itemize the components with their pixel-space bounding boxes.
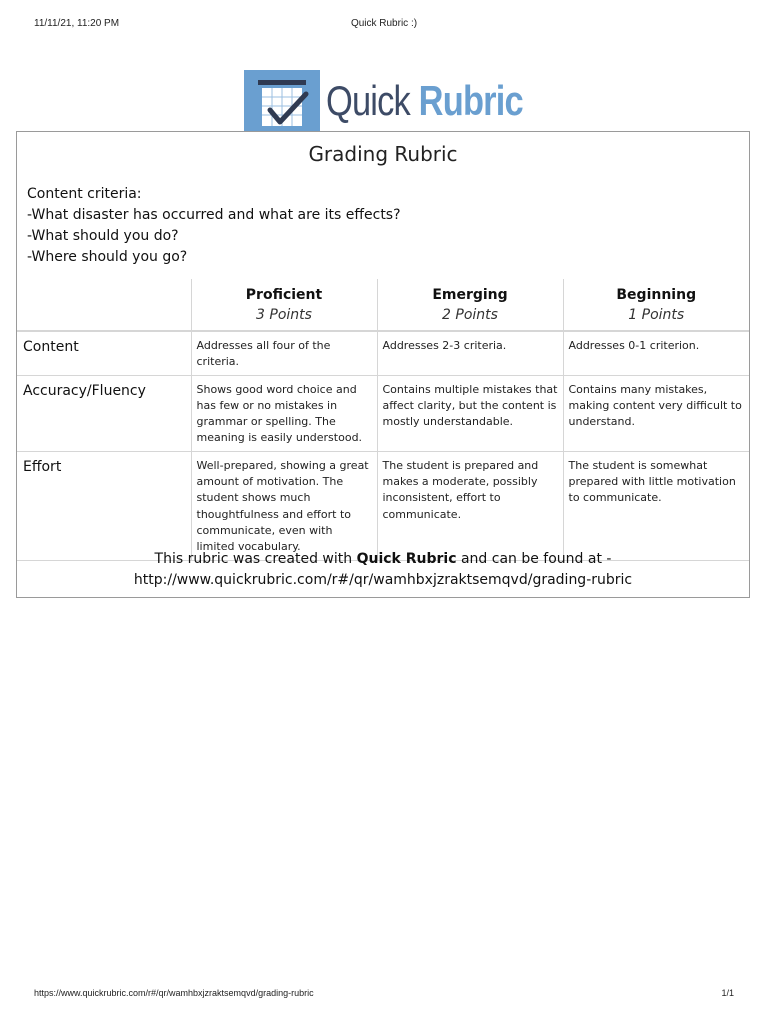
level-header-row (17, 279, 749, 331)
criteria-header-cell (17, 279, 191, 331)
level-name: Emerging (432, 287, 508, 303)
rubric-description (27, 184, 487, 268)
level-header-proficient (191, 279, 377, 331)
criterion-name: Content (17, 331, 191, 375)
description-line: -What should you do? (27, 228, 179, 244)
rubric-cell: Well-prepared, showing a great amount of motivation. The student shows much thoughtfulness and effort to communicate, even with limited vocabulary. (191, 451, 377, 560)
footer-prefix: This rubric was created with (154, 551, 353, 567)
footer-suffix: and can be found at - (460, 551, 612, 567)
quick-rubric-logo[interactable] (244, 70, 534, 132)
level-header-emerging (377, 279, 563, 331)
print-header (34, 18, 734, 32)
criterion-name: Accuracy/Fluency (17, 375, 191, 451)
print-page-number: 1/1 (721, 988, 734, 998)
print-footer (34, 988, 734, 1002)
logo-wordmark (326, 76, 523, 126)
criterion-row-accuracy-fluency (17, 375, 749, 451)
criterion-row-content (17, 331, 749, 375)
criterion-name: Effort (17, 451, 191, 560)
rubric-table (17, 279, 749, 561)
rubric-card (16, 131, 750, 598)
description-line: Content criteria: (27, 186, 142, 202)
description-line: -What disaster has occurred and what are its effects? (27, 207, 401, 223)
footer-url-link[interactable]: http://www.quickrubric.com/r#/qr/wamhbxjzraktsemqvd/grading-rubric (133, 572, 633, 588)
rubric-cell: Addresses 0-1 criterion. (563, 331, 749, 375)
print-date: 11/11/21, 11:20 PM (34, 18, 120, 29)
criterion-row-effort (17, 451, 749, 560)
rubric-cell: Contains multiple mistakes that affect clarity, but the content is mostly understandable. (377, 375, 563, 451)
rubric-cell: Shows good word choice and has few or no mistakes in grammar or spelling. The meaning is easily understood. (191, 375, 377, 451)
level-points: 2 Points (442, 307, 498, 323)
description-line: -Where should you go? (27, 249, 188, 265)
level-name: Beginning (616, 287, 697, 303)
rubric-cell: Addresses all four of the criteria. (191, 331, 377, 375)
rubric-footer (17, 549, 749, 591)
rubric-cell: Addresses 2-3 criteria. (377, 331, 563, 375)
rubric-cell: The student is somewhat prepared with little motivation to communicate. (563, 451, 749, 560)
level-points: 3 Points (256, 307, 312, 323)
rubric-cell: The student is prepared and makes a moderate, possibly inconsistent, effort to communicate. (377, 451, 563, 560)
rubric-title: Grading Rubric (308, 142, 458, 166)
print-page-title: Quick Rubric :) (350, 18, 418, 29)
footer-line (17, 549, 749, 570)
level-points: 1 Points (628, 307, 685, 323)
print-url: https://www.quickrubric.com/r#/qr/wamhbxjzraktsemqvd/grading-rubric (34, 988, 314, 998)
rubric-checklist-icon (244, 70, 320, 132)
logo-word-quick: Quick (326, 77, 410, 124)
rubric-cell: Contains many mistakes, making content very difficult to understand. (563, 375, 749, 451)
level-header-beginning (563, 279, 749, 331)
level-name: Proficient (245, 287, 323, 303)
logo-word-rubric: Rubric (418, 77, 523, 124)
footer-brand-link[interactable]: Quick Rubric (356, 551, 457, 567)
